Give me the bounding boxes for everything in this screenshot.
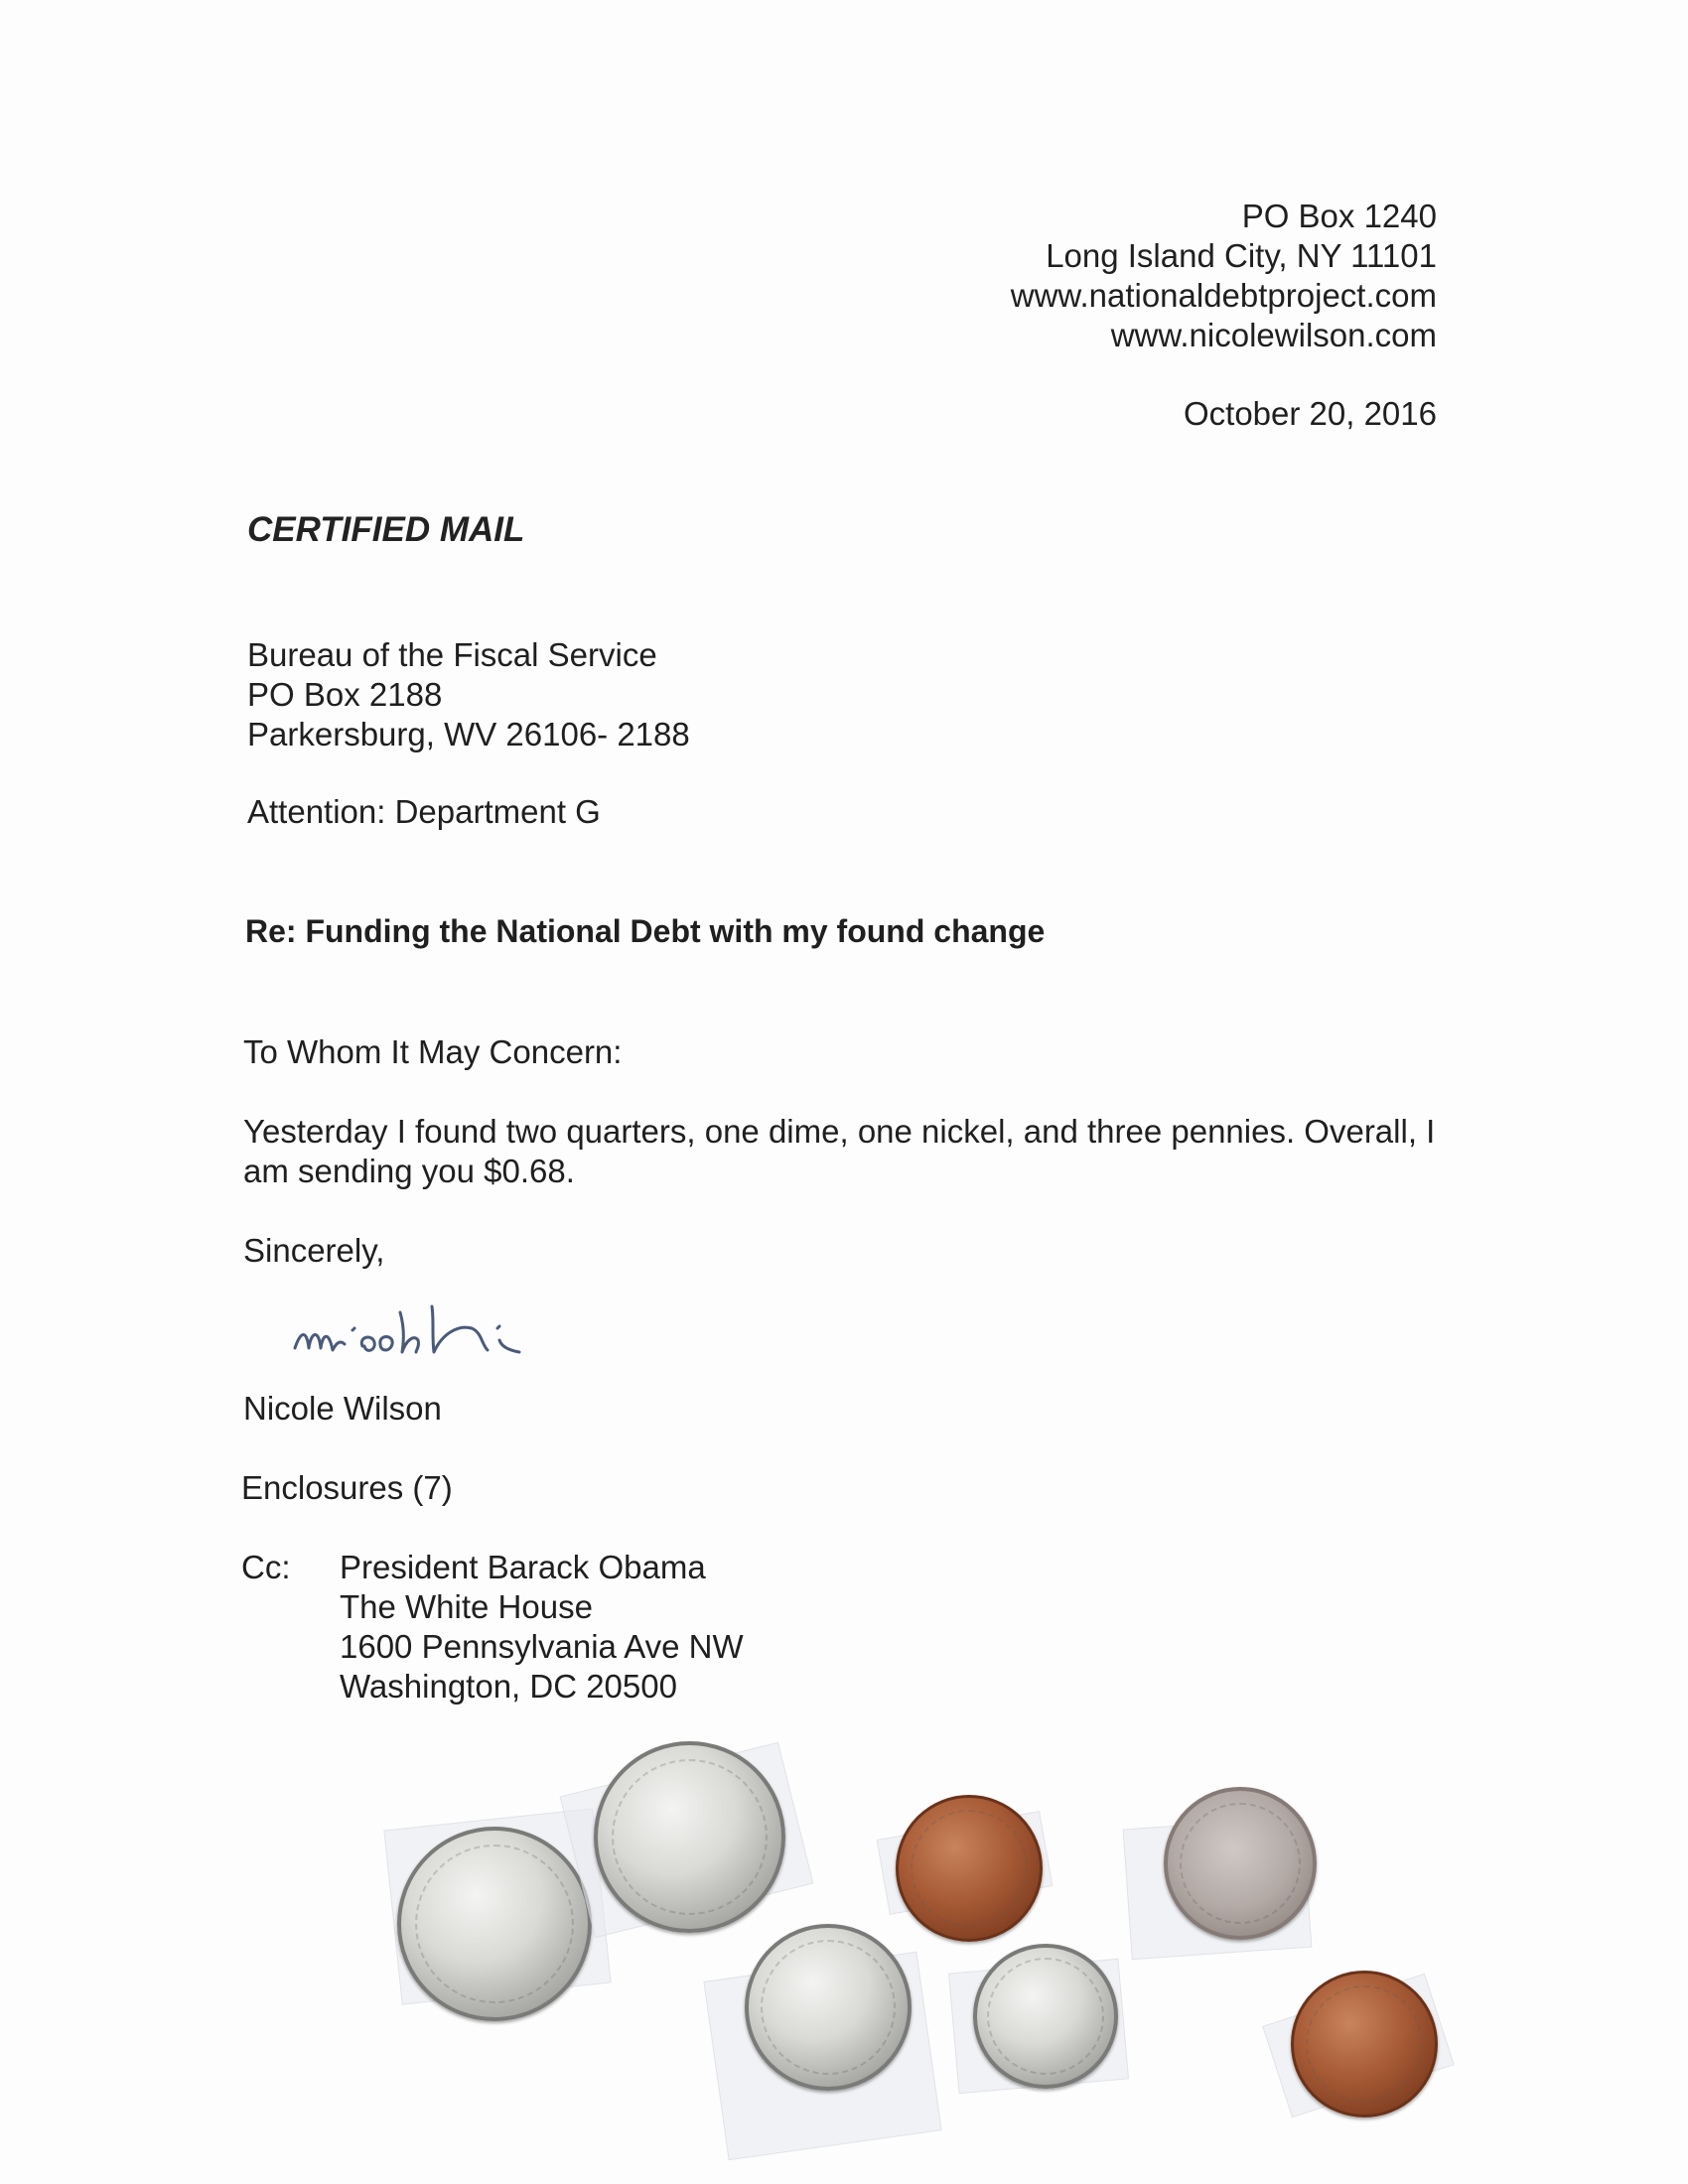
coin-rim-detail [612, 1759, 768, 1915]
closing: Sincerely, [243, 1232, 385, 1269]
letter-body: Yesterday I found two quarters, one dime, one nickel, and three pennies. Overall, I am sending you $0.68. [243, 1113, 1436, 1189]
cc-address [340, 1548, 744, 1706]
sender-line: PO Box 1240 [1241, 198, 1437, 234]
recipient-line: PO Box 2188 [247, 676, 443, 713]
recipient-line: Bureau of the Fiscal Service [247, 636, 657, 673]
recipient-line: Parkersburg, WV 26106- 2188 [247, 716, 690, 752]
cc-line: Washington, DC 20500 [340, 1668, 677, 1705]
quarter-coin [745, 1924, 912, 2091]
sender-line: Long Island City, NY 11101 [1046, 237, 1437, 274]
coin-rim-detail [761, 1940, 896, 2075]
quarter-coin [397, 1827, 592, 2021]
penny-coin [1291, 1971, 1438, 2117]
letter-date: October 20, 2016 [1183, 395, 1437, 432]
sender-line: www.nicolewilson.com [1110, 317, 1437, 353]
cc-line: President Barack Obama [340, 1549, 706, 1585]
handwritten-signature [283, 1271, 660, 1380]
nickel-coin [1164, 1787, 1317, 1940]
cc-line: 1600 Pennsylvania Ave NW [340, 1628, 744, 1665]
coin-rim-detail [911, 1810, 1028, 1927]
signer-name: Nicole Wilson [243, 1390, 442, 1427]
coin-rim-detail [415, 1844, 574, 2003]
recipient-address [247, 635, 690, 832]
mail-type-heading: CERTIFIED MAIL [247, 510, 525, 549]
letter-date-block [841, 394, 1437, 434]
cc-label: Cc: [241, 1549, 291, 1585]
coin-rim-detail [1180, 1803, 1301, 1924]
sender-line: www.nationaldebtproject.com [1010, 277, 1437, 314]
quarter-coin [594, 1741, 785, 1933]
coin-rim-detail [987, 1958, 1104, 2075]
coin-rim-detail [1306, 1985, 1423, 2103]
sender-address [742, 197, 1437, 355]
attention-line: Attention: Department G [247, 793, 601, 830]
salutation: To Whom It May Concern: [243, 1033, 623, 1070]
cc-line: The White House [340, 1588, 593, 1625]
subject-line: Re: Funding the National Debt with my found change [245, 913, 1046, 949]
dime-coin [973, 1944, 1118, 2089]
penny-coin [896, 1795, 1043, 1942]
enclosures-note: Enclosures (7) [241, 1469, 453, 1506]
attached-coins [0, 1727, 1688, 2184]
